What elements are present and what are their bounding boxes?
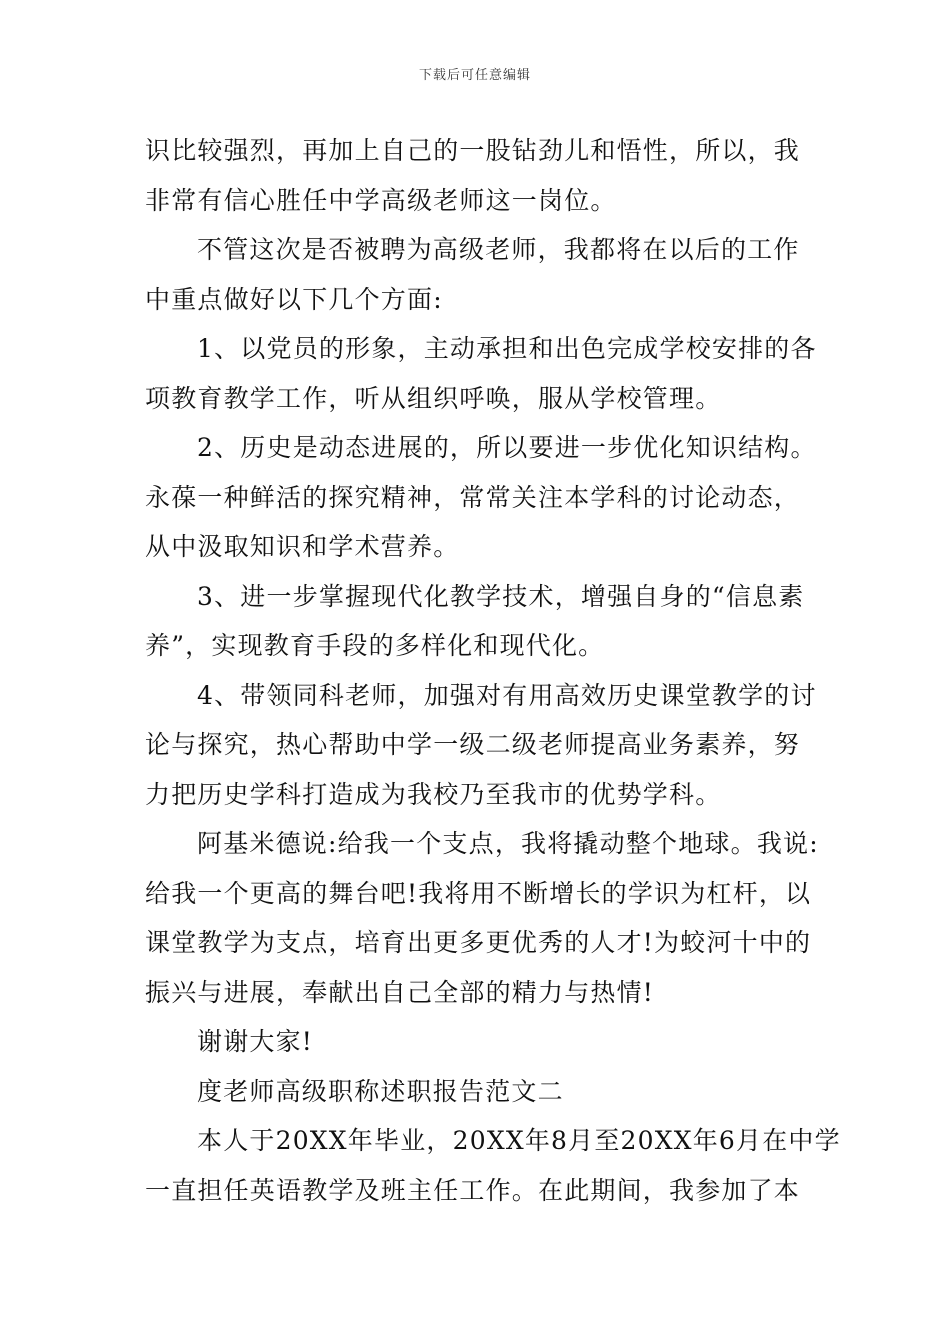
text-line: 课堂教学为支点，培育出更多更优秀的人才!为蛟河十中的 — [145, 928, 812, 957]
paragraph — [145, 1116, 841, 1215]
text-line: 一直担任英语教学及班主任工作。在此期间，我参加了本 — [145, 1175, 801, 1205]
page-header: 下载后可任意编辑 — [418, 68, 531, 83]
text-line: 阿基米德说:给我一个支点，我将撬动整个地球。我说: — [197, 829, 819, 858]
section-title — [145, 1067, 810, 1117]
text-line: 中重点做好以下几个方面: — [145, 284, 443, 314]
paragraph — [145, 572, 810, 671]
text-line: 项教育教学工作，听从组织呼唤，服从学校管理。 — [145, 383, 722, 413]
text-line: 2、历史是动态进展的，所以要进一步优化知识结构。 — [197, 433, 817, 462]
paragraph — [145, 1017, 810, 1067]
document-body — [145, 126, 841, 1215]
text-line: 度老师高级职称述职报告范文二 — [197, 1076, 564, 1106]
text-line: 养”，实现教育手段的多样化和现代化。 — [145, 631, 605, 660]
text-line: 永葆一种鲜活的探究精神，常常关注本学科的讨论动态， — [145, 482, 801, 512]
text-line: 谢谢大家! — [197, 1027, 314, 1056]
paragraph — [145, 671, 817, 820]
text-line: 1、以党员的形象，主动承担和出色完成学校安排的各 — [197, 334, 817, 363]
text-line: 识比较强烈，再加上自己的一股钻劲儿和悟性，所以，我 — [145, 136, 801, 165]
paragraph — [145, 225, 810, 324]
text-line: 4、带领同科老师，加强对有用高效历史课堂教学的讨 — [197, 680, 817, 710]
text-line: 不管这次是否被聘为高级老师，我都将在以后的工作 — [197, 235, 800, 264]
text-line: 给我一个更高的舞台吧!我将用不断增长的学识为杠杆，以 — [145, 878, 812, 908]
paragraph — [145, 423, 817, 572]
text-line: 从中汲取知识和学术营养。 — [145, 532, 460, 561]
text-line: 本人于20XX年毕业，20XX年8月至20XX年6月在中学 — [197, 1126, 841, 1155]
text-line: 力把历史学科打造成为我校乃至我市的优势学科。 — [145, 779, 722, 809]
paragraph — [145, 324, 817, 423]
text-line: 3、进一步掌握现代化教学技术，增强自身的“信息素 — [197, 581, 805, 611]
paragraph — [145, 126, 810, 225]
paragraph — [145, 819, 819, 1017]
text-line: 振兴与进展，奉献出自己全部的精力与热情! — [145, 977, 655, 1007]
text-line: 非常有信心胜任中学高级老师这一岗位。 — [145, 185, 617, 215]
text-line: 论与探究，热心帮助中学一级二级老师提高业务素养，努 — [145, 730, 801, 759]
